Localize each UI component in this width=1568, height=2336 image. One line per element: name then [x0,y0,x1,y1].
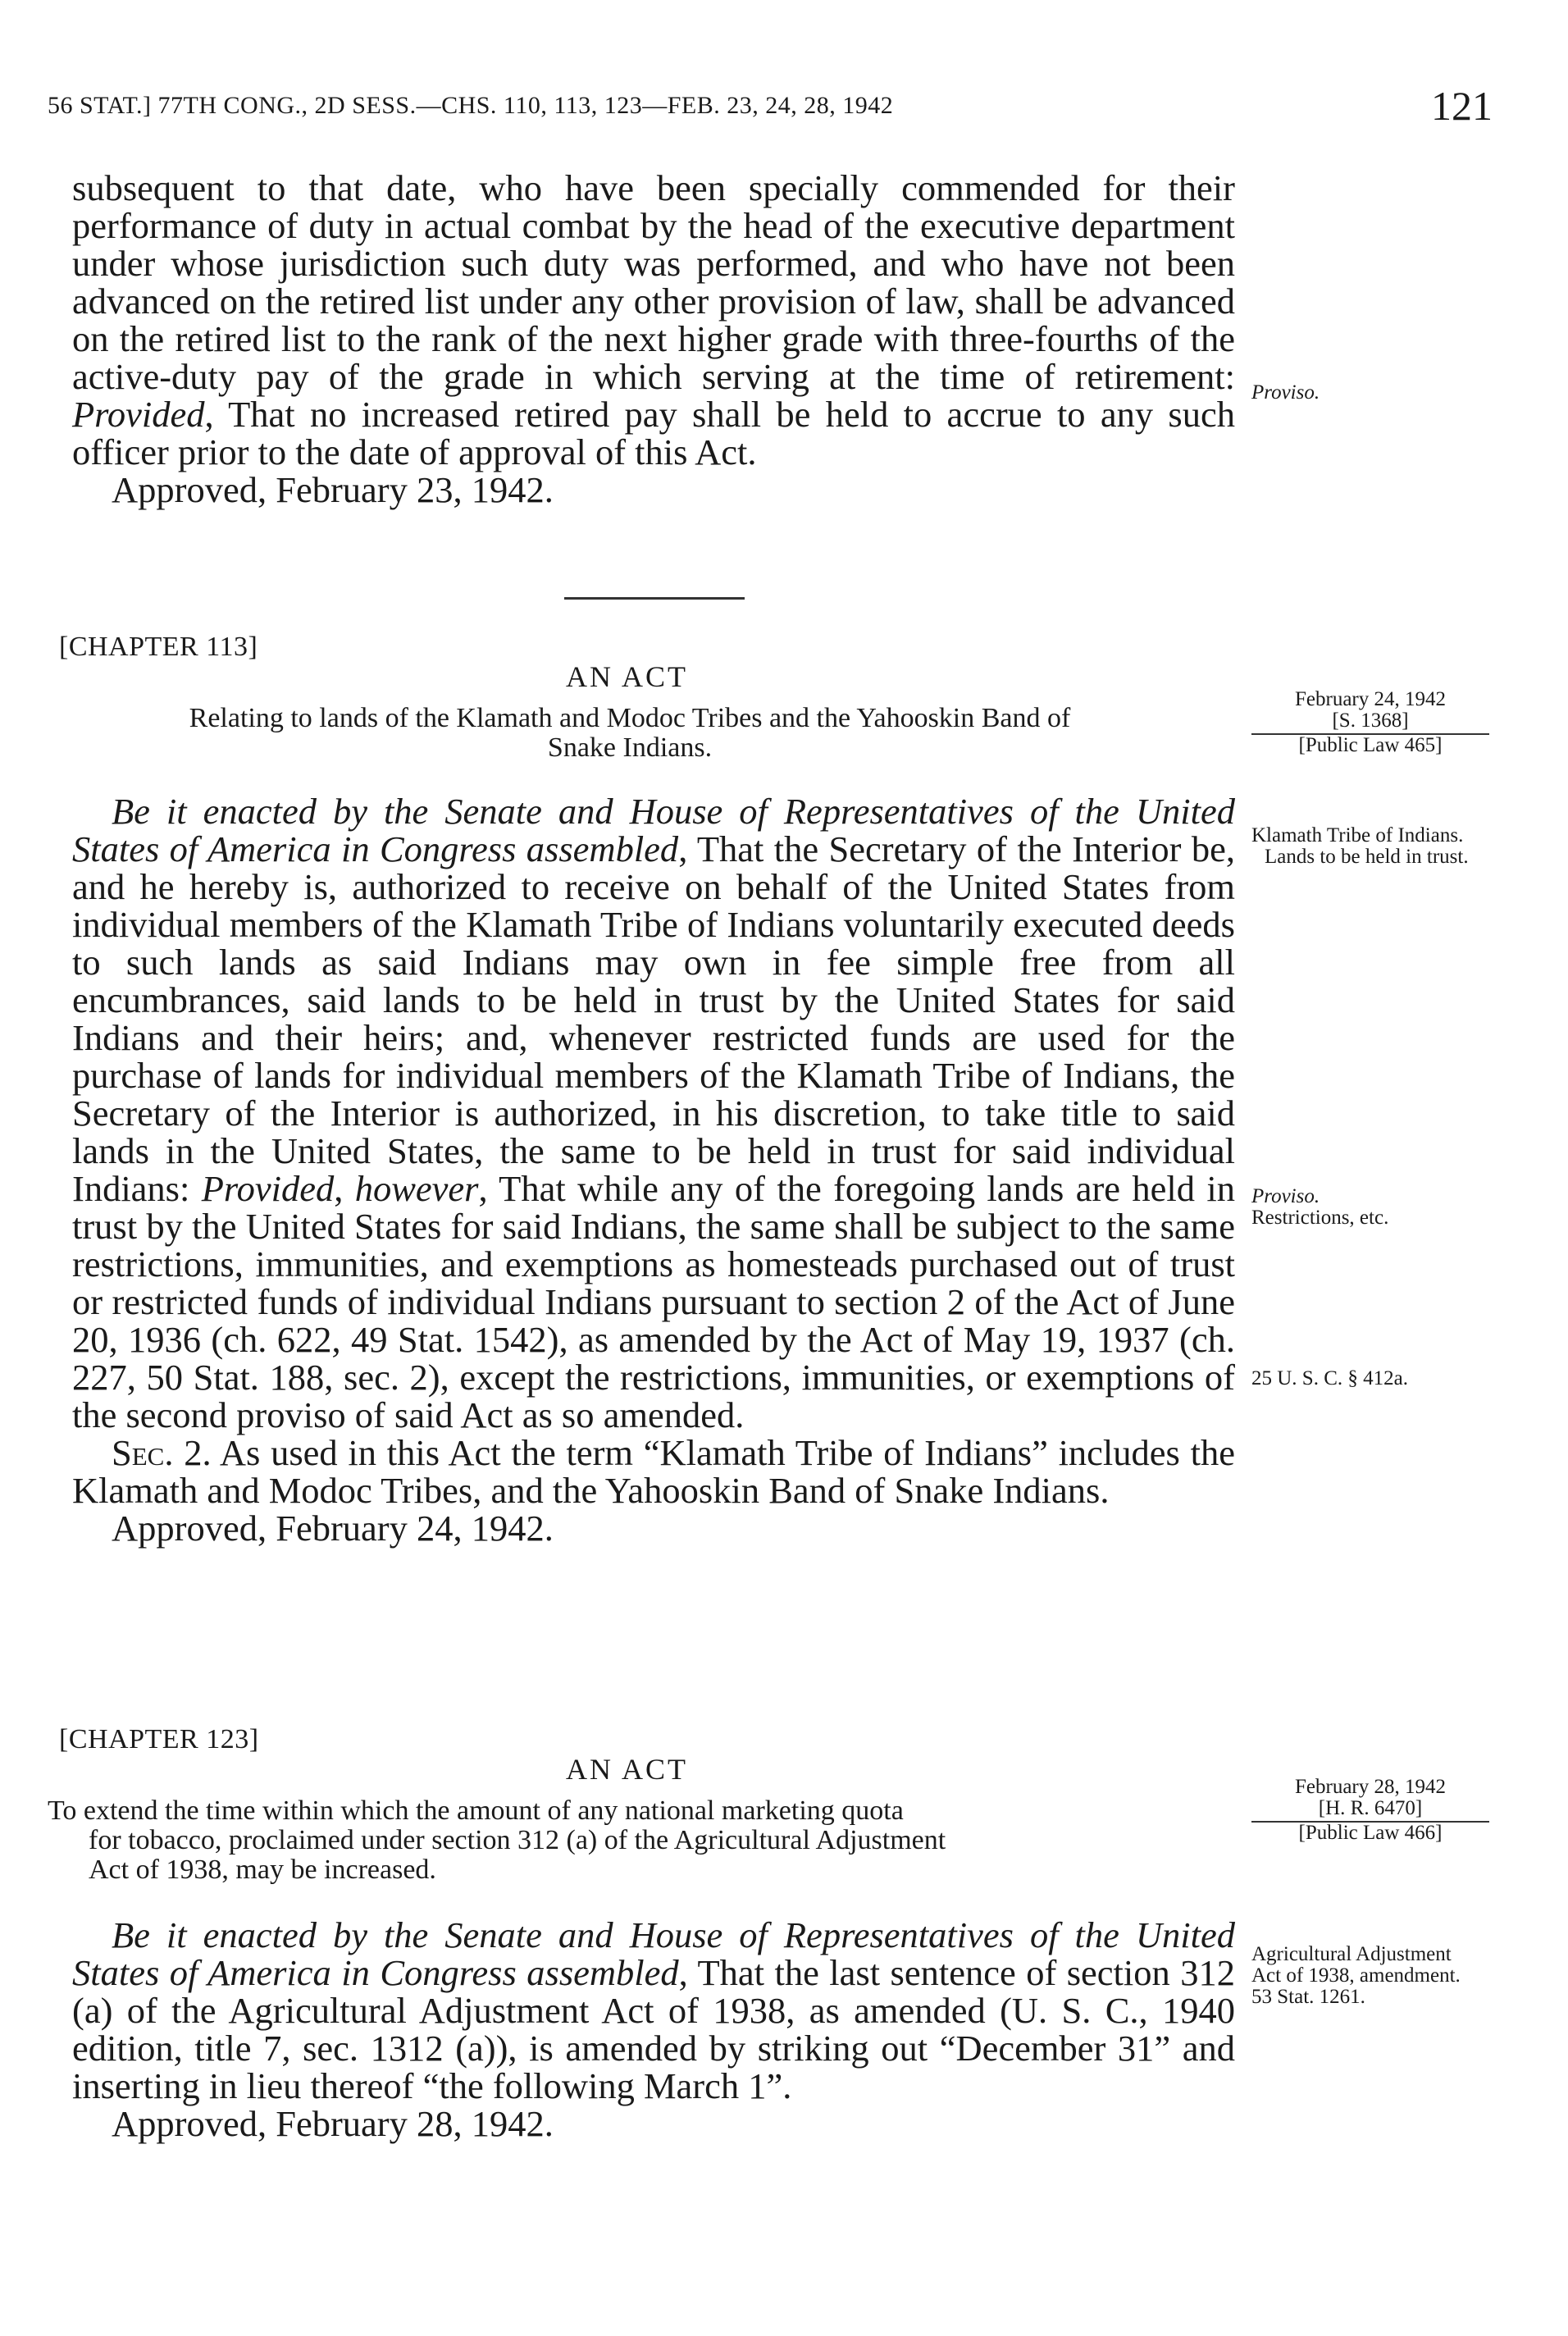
chapter-113-law: [Public Law 465] [1298,734,1443,756]
chapter-113-text [72,792,1235,1547]
chapter-123-bill: [H. R. 6470] [1251,1798,1489,1823]
chapter-123-heading: [CHAPTER 123] [59,1724,259,1754]
chapter-113-description: Relating to lands of the Klamath and Modoc Tribes and the Yahooskin Band of Snake Indians. [189,703,1071,763]
proviso-word: Provided [72,394,205,435]
margin-note-agricultural: Agricultural Adjustment Act of 1938, amendment. 53 Stat. 1261. [1251,1943,1461,2008]
running-head: 56 STAT.] 77TH CONG., 2D SESS.—CHS. 110, 113, 123—FEB. 23, 24, 28, 1942 [48,92,894,119]
chapter-113-heading: [CHAPTER 113] [59,632,258,662]
chapter-110-text [72,169,1235,509]
chapter-110-body: subsequent to that date, who have been specially commended for their performance of duty in actual combat by the head of the executive department under whose jurisdiction such duty was performed, and who have not been advanced on the retired list under any other provision of law, shall be advanced on the retired list to the rank of the next higher grade with three-fourths of the active-duty pay of the grade in which serving at the time of retirement: [72,167,1235,397]
chapter-113-date: February 24, 1942 [1295,688,1446,710]
chapter-113-approved: Approved, February 24, 1942. [112,1508,554,1549]
chapter-113-paragraph: Be it enacted by the Senate and House of Representatives of the United States of America in Congress assembled, That the Secretary of the Interior be, and he hereby is, authorized to receive on behalf of the United States from individual members of the Klamath Tribe of Indians voluntarily executed deeds to such lands as said Indians may own in fee simple free from all encumbrances, said lands to be held in trust by the United States for said Indians and their heirs; and, whenever restricted funds are used for the purchase of lands for individual members of the Klamath Tribe of Indians, the Secretary of the Interior is authorized, in his discretion, to take title to said lands in the United States, the same to be held in trust for said individual Indians: Provided, however, That while any of the foregoing lands are held in trust by the United States for said Indians, the same shall be subject to the same restrictions, immunities, and exemptions as homesteads purchased out of trust or restricted funds of individual Indians pursuant to section 2 of the Act of June 20, 1936 (ch. 622, 49 Stat. 1542), as amended by the Act of May 19, 1937 (ch. 227, 50 Stat. 188, sec. 2), except the restrictions, immunities, or exemptions of the second proviso of said Act as so amended. [72,791,1236,1435]
enacting-clause: Be it enacted by the Senate and House of Representatives of the United States of America in Congress assembled [72,791,1235,869]
page-number: 121 [1431,83,1493,129]
chapter-110-proviso-text: , That no increased retired pay shall be held to accrue to any such officer prior to the date of approval of this Act. [72,394,1235,472]
chapter-123-description: To extend the time within which the amount of any national marketing quota for tobacco, proclaimed under section 312 (a) of the Agricultural Adjustment Act of 1938, may be increased. [48,1795,946,1885]
separator-rule [564,597,745,600]
chapter-123-sidebar [1251,1777,1489,1844]
chapter-123-act-label: AN ACT [566,1753,689,1786]
margin-note-klamath: Klamath Tribe of Indians. Lands to be held in trust. [1251,824,1469,868]
chapter-123-law: [Public Law 466] [1298,1822,1443,1844]
chapter-123-paragraph: Be it enacted by the Senate and House of Representatives of the United States of America in Congress assembled, That the last sentence of section 312 (a) of the Agricultural Adjustment Act of 1938, as amended (U. S. C., 1940 edition, title 7, sec. 1312 (a)), is amended by striking out “December 31” and inserting in lieu thereof “the following March 1”. [72,1914,1235,2106]
chapter-123-approved: Approved, February 28, 1942. [112,2103,554,2144]
margin-note-proviso-110: Proviso. [1251,381,1320,404]
margin-note-usc: 25 U. S. C. § 412a. [1251,1367,1408,1389]
chapter-113-bill: [S. 1368] [1251,710,1489,735]
chapter-113-section-2: Sec. 2. As used in this Act the term “Klamath Tribe of Indians” includes the Klamath and Modoc Tribes, and the Yahooskin Band of Snake Indians. [72,1432,1235,1511]
chapter-113-sidebar [1251,689,1489,756]
margin-note-proviso-113: Proviso. Restrictions, etc. [1251,1185,1389,1229]
chapter-123-text [72,1916,1235,2142]
chapter-110-approved: Approved, February 23, 1942. [112,469,554,510]
chapter-110-paragraph [72,169,1235,471]
chapter-113-act-label: AN ACT [566,660,689,693]
chapter-123-date: February 28, 1942 [1295,1776,1446,1798]
